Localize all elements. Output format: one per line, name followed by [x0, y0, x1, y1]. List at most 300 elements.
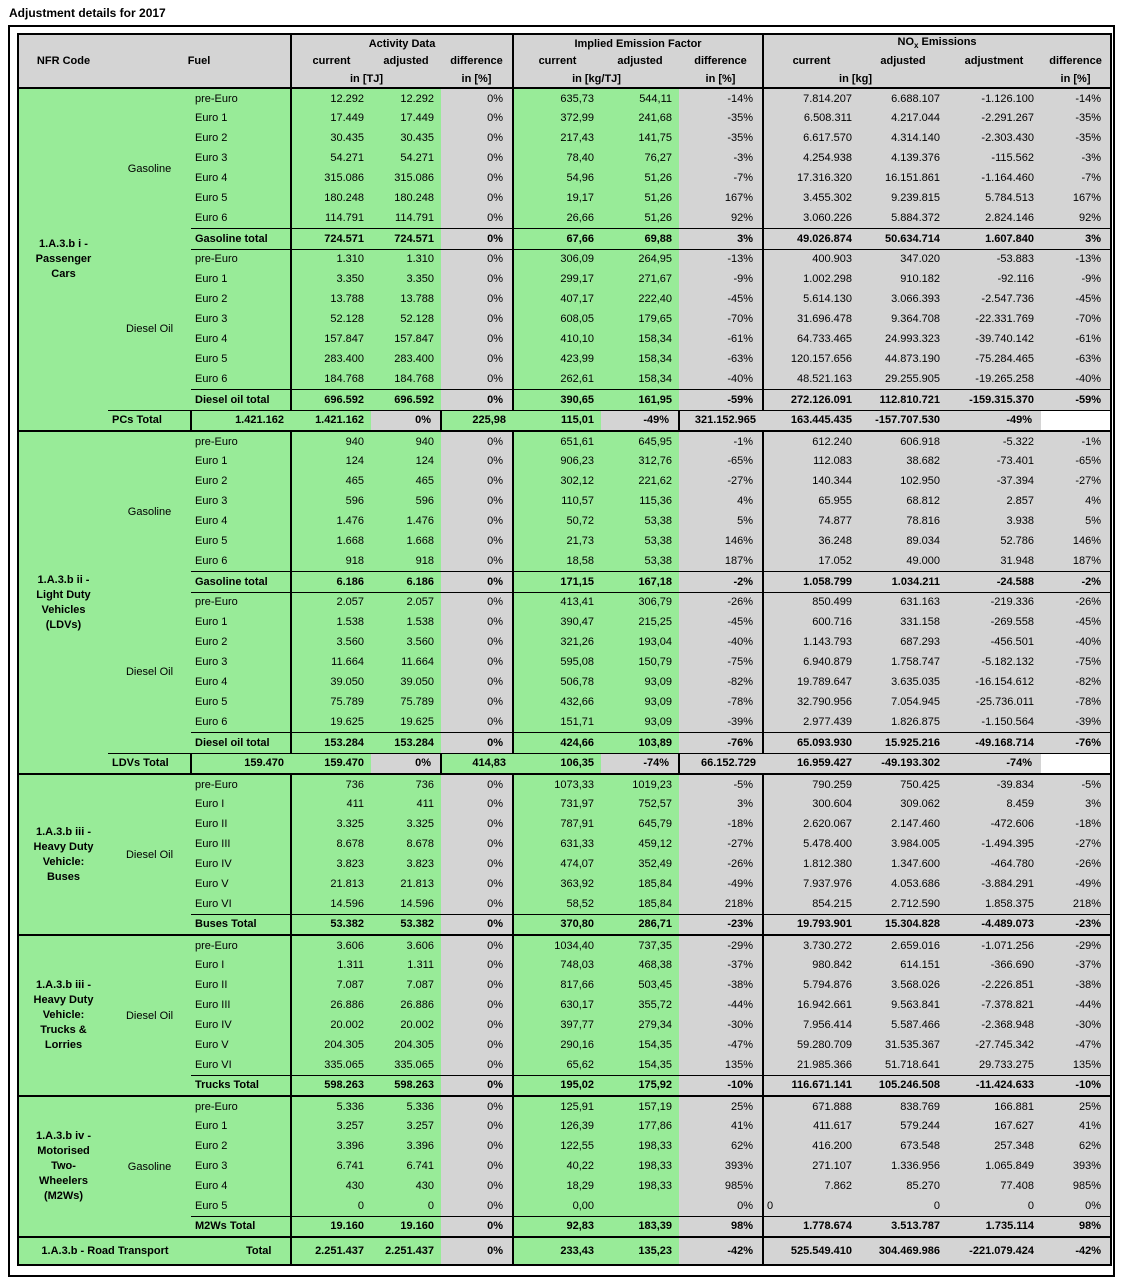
- activity-current-cell: 598.263: [291, 1075, 371, 1096]
- header-unit-diff: in [%]: [679, 70, 763, 88]
- nox-diff-cell: -29%: [1041, 935, 1111, 955]
- activity-current-cell: 736: [291, 774, 371, 794]
- ief-adjusted-cell: 154,35: [601, 1055, 679, 1075]
- nox-diff-cell: -27%: [1041, 834, 1111, 854]
- nox-adjusted-cell: 1.758.747: [859, 652, 947, 672]
- nox-current-cell: 400.903: [763, 249, 859, 269]
- fuel-cell: Diesel Oil: [108, 249, 191, 410]
- ief-current-cell: 595,08: [513, 652, 601, 672]
- row-label: Euro 1: [191, 269, 291, 289]
- nox-diff-cell: -26%: [1041, 592, 1111, 612]
- nox-adjusted-cell: 0: [859, 1196, 947, 1216]
- activity-adjusted-cell: 596: [371, 491, 441, 511]
- nox-current-cell: 600.716: [763, 612, 859, 632]
- ief-diff-cell: 5%: [679, 511, 763, 531]
- nox-diff-cell: 985%: [1041, 1176, 1111, 1196]
- nox-current-cell: 31.696.478: [763, 309, 859, 329]
- table-row: [18, 774, 1111, 794]
- activity-current-cell: 19.625: [291, 712, 371, 732]
- activity-current-cell: 596: [291, 491, 371, 511]
- activity-diff-cell: 0%: [441, 148, 513, 168]
- ief-adjusted-cell: 93,09: [601, 712, 679, 732]
- activity-adjusted-cell: 6.186: [371, 571, 441, 592]
- activity-diff-cell: 0%: [441, 511, 513, 531]
- activity-diff-cell: 0%: [371, 753, 441, 774]
- nox-adjustment-cell: -269.558: [947, 612, 1041, 632]
- activity-adjusted-cell: 1.421.162: [291, 410, 371, 431]
- nox-adjustment-cell: 1.858.375: [947, 894, 1041, 914]
- activity-adjusted-cell: 19.625: [371, 712, 441, 732]
- ief-current-cell: 731,97: [513, 794, 601, 814]
- nox-current-cell: 36.248: [763, 531, 859, 551]
- ief-adjusted-cell: 241,68: [601, 108, 679, 128]
- nox-adjusted-cell: 85.270: [859, 1176, 947, 1196]
- nox-current-cell: 416.200: [763, 1136, 859, 1156]
- ief-current-cell: 195,02: [513, 1075, 601, 1096]
- nox-current-cell: 854.215: [763, 894, 859, 914]
- nox-adjusted-cell: 304.469.986: [859, 1237, 947, 1265]
- activity-current-cell: 465: [291, 471, 371, 491]
- header-col-difference: difference: [679, 52, 763, 70]
- nfr-cell: [18, 1096, 108, 1237]
- header-unit-diff: in [%]: [1041, 70, 1111, 88]
- activity-current-cell: 3.396: [291, 1136, 371, 1156]
- fuel-cell: Gasoline: [108, 1096, 191, 1237]
- row-label: Euro II: [191, 814, 291, 834]
- activity-diff-cell: 0%: [441, 612, 513, 632]
- activity-current-cell: 75.789: [291, 692, 371, 712]
- ief-diff-cell: -38%: [679, 975, 763, 995]
- ief-diff-cell: -18%: [679, 814, 763, 834]
- ief-diff-cell: -10%: [679, 1075, 763, 1096]
- row-label: Euro III: [191, 834, 291, 854]
- activity-adjusted-cell: 159.470: [291, 753, 371, 774]
- ief-adjusted-cell: 53,38: [601, 551, 679, 571]
- nox-adjusted-cell: 163.445.435: [763, 410, 859, 431]
- ief-adjusted-cell: 167,18: [601, 571, 679, 592]
- nox-diff-cell: 41%: [1041, 1116, 1111, 1136]
- nox-current-cell: 116.671.141: [763, 1075, 859, 1096]
- activity-diff-cell: 0%: [441, 672, 513, 692]
- nox-adjusted-cell: 331.158: [859, 612, 947, 632]
- activity-adjusted-cell: 3.257: [371, 1116, 441, 1136]
- activity-adjusted-cell: 3.325: [371, 814, 441, 834]
- ief-diff-cell: -7%: [679, 168, 763, 188]
- nox-current-cell: 525.549.410: [763, 1237, 859, 1265]
- nox-adjustment-cell: -2.303.430: [947, 128, 1041, 148]
- row-label: Euro 2: [191, 471, 291, 491]
- nox-adjustment-cell: -24.588: [947, 571, 1041, 592]
- nox-current-cell: 2.620.067: [763, 814, 859, 834]
- ief-adjusted-cell: 544,11: [601, 88, 679, 108]
- ief-diff-cell: -65%: [679, 451, 763, 471]
- ief-current-cell: 21,73: [513, 531, 601, 551]
- activity-current-cell: 157.847: [291, 329, 371, 349]
- ief-adjusted-cell: 183,39: [601, 1216, 679, 1237]
- ief-adjusted-cell: 161,95: [601, 389, 679, 410]
- nox-adjustment-cell: -1.150.564: [947, 712, 1041, 732]
- ief-current-cell: 787,91: [513, 814, 601, 834]
- nox-diff-cell: -40%: [1041, 632, 1111, 652]
- nox-diff-cell: -9%: [1041, 269, 1111, 289]
- nox-adjustment-cell: -5.182.132: [947, 652, 1041, 672]
- ief-adjusted-cell: 103,89: [601, 732, 679, 753]
- ief-diff-cell: -74%: [601, 753, 679, 774]
- header-col-adjusted: adjusted: [371, 52, 441, 70]
- nox-adjustment-cell: 1.065.849: [947, 1156, 1041, 1176]
- activity-adjusted-cell: 19.160: [371, 1216, 441, 1237]
- nox-current-cell: 1.812.380: [763, 854, 859, 874]
- activity-diff-cell: 0%: [441, 1216, 513, 1237]
- nox-current-cell: 64.733.465: [763, 329, 859, 349]
- ief-current-cell: 18,29: [513, 1176, 601, 1196]
- nox-adjustment-cell: -472.606: [947, 814, 1041, 834]
- activity-adjusted-cell: 53.382: [371, 914, 441, 935]
- ief-diff-cell: -13%: [679, 249, 763, 269]
- nox-diff-cell: 167%: [1041, 188, 1111, 208]
- row-label: Euro 3: [191, 652, 291, 672]
- ief-diff-cell: -26%: [679, 854, 763, 874]
- nox-adjustment-cell: -53.883: [947, 249, 1041, 269]
- activity-diff-cell: 0%: [441, 431, 513, 451]
- ief-adjusted-cell: 737,35: [601, 935, 679, 955]
- nox-adjustment-cell: -2.226.851: [947, 975, 1041, 995]
- nfr-line: 1.A.3.b iii -: [35, 979, 91, 991]
- ief-current-cell: 906,23: [513, 451, 601, 471]
- total-row-label: Buses Total: [191, 914, 291, 935]
- activity-adjusted-cell: 14.596: [371, 894, 441, 914]
- activity-adjusted-cell: 1.476: [371, 511, 441, 531]
- activity-current-cell: 30.435: [291, 128, 371, 148]
- ief-adjusted-cell: 135,23: [601, 1237, 679, 1265]
- activity-current-cell: 52.128: [291, 309, 371, 329]
- nox-adjustment-cell: -75.284.465: [947, 349, 1041, 369]
- nox-diff-cell: 3%: [1041, 794, 1111, 814]
- ief-diff-cell: -61%: [679, 329, 763, 349]
- nox-diff-cell: 393%: [1041, 1156, 1111, 1176]
- ief-diff-cell: -82%: [679, 672, 763, 692]
- nfr-line: Vehicles: [41, 603, 86, 616]
- total-row-label: Diesel oil total: [191, 389, 291, 410]
- ief-adjusted-cell: 141,75: [601, 128, 679, 148]
- nox-current-cell: 7.956.414: [763, 1015, 859, 1035]
- activity-diff-cell: 0%: [441, 269, 513, 289]
- nox-adjusted-cell: 24.993.323: [859, 329, 947, 349]
- activity-diff-cell: 0%: [441, 894, 513, 914]
- ief-adjusted-cell: 468,38: [601, 955, 679, 975]
- ief-current-cell: 370,80: [513, 914, 601, 935]
- activity-diff-cell: 0%: [441, 834, 513, 854]
- activity-adjusted-cell: 124: [371, 451, 441, 471]
- activity-diff-cell: 0%: [441, 914, 513, 935]
- ief-adjusted-cell: 279,34: [601, 1015, 679, 1035]
- ief-diff-cell: 41%: [679, 1116, 763, 1136]
- nox-adjustment-cell: -1.071.256: [947, 935, 1041, 955]
- ief-diff-cell: 0%: [679, 1196, 763, 1216]
- ief-diff-cell: -70%: [679, 309, 763, 329]
- ief-diff-cell: -39%: [679, 712, 763, 732]
- activity-current-cell: 696.592: [291, 389, 371, 410]
- nox-adjusted-cell: 5.587.466: [859, 1015, 947, 1035]
- ief-current-cell: 262,61: [513, 369, 601, 389]
- nox-diff-cell: -10%: [1041, 1075, 1111, 1096]
- activity-diff-cell: 0%: [441, 471, 513, 491]
- activity-current-cell: 6.741: [291, 1156, 371, 1176]
- ief-diff-cell: 393%: [679, 1156, 763, 1176]
- nox-current-cell: 5.614.130: [763, 289, 859, 309]
- activity-adjusted-cell: 26.886: [371, 995, 441, 1015]
- ief-current-cell: 390,47: [513, 612, 601, 632]
- nox-adjustment-cell: -22.331.769: [947, 309, 1041, 329]
- nox-diff-cell: -59%: [1041, 389, 1111, 410]
- nox-current-cell: 65.955: [763, 491, 859, 511]
- activity-adjusted-cell: 1.668: [371, 531, 441, 551]
- nox-diff-cell: -42%: [1041, 1237, 1111, 1265]
- activity-diff-cell: 0%: [441, 329, 513, 349]
- ief-diff-cell: -2%: [679, 571, 763, 592]
- header-fuel: Fuel: [108, 34, 291, 88]
- ief-adjusted-cell: 106,35: [513, 753, 601, 774]
- nox-diff-cell: -38%: [1041, 975, 1111, 995]
- fuel-cell: Gasoline: [108, 88, 191, 249]
- activity-adjusted-cell: 153.284: [371, 732, 441, 753]
- row-label: Euro 2: [191, 289, 291, 309]
- ief-adjusted-cell: 286,71: [601, 914, 679, 935]
- nox-current-cell: 271.107: [763, 1156, 859, 1176]
- nox-current-cell: 3.730.272: [763, 935, 859, 955]
- nox-adjustment-cell: 257.348: [947, 1136, 1041, 1156]
- ief-current-cell: 363,92: [513, 874, 601, 894]
- activity-current-cell: 21.813: [291, 874, 371, 894]
- activity-adjusted-cell: 283.400: [371, 349, 441, 369]
- activity-adjusted-cell: 2.057: [371, 592, 441, 612]
- activity-current-cell: 14.596: [291, 894, 371, 914]
- ief-current-cell: 372,99: [513, 108, 601, 128]
- ief-adjusted-cell: 459,12: [601, 834, 679, 854]
- ief-diff-cell: -35%: [679, 108, 763, 128]
- row-label: pre-Euro: [191, 88, 291, 108]
- nox-current-cell: 1.143.793: [763, 632, 859, 652]
- nox-adjusted-cell: 910.182: [859, 269, 947, 289]
- nox-adjustment-cell: 0: [947, 1196, 1041, 1216]
- table-frame: [8, 25, 1115, 1277]
- activity-diff-cell: 0%: [441, 814, 513, 834]
- header-unit-value: in [kg]: [763, 70, 947, 88]
- ief-diff-cell: 218%: [679, 894, 763, 914]
- ief-current-cell: 92,83: [513, 1216, 601, 1237]
- nox-adjusted-cell: 1.347.600: [859, 854, 947, 874]
- ief-diff-cell: -30%: [679, 1015, 763, 1035]
- ief-adjusted-cell: 752,57: [601, 794, 679, 814]
- activity-current-cell: 5.336: [291, 1096, 371, 1116]
- nox-current-cell: 671.888: [763, 1096, 859, 1116]
- ief-diff-cell: -27%: [679, 834, 763, 854]
- nox-current-cell: 850.499: [763, 592, 859, 612]
- nox-adjusted-cell: 105.246.508: [859, 1075, 947, 1096]
- ief-adjusted-cell: 158,34: [601, 329, 679, 349]
- nox-current-cell: 66.152.729: [679, 753, 763, 774]
- row-label: Euro 4: [191, 329, 291, 349]
- activity-current-cell: 3.257: [291, 1116, 371, 1136]
- nox-adjusted-cell: 31.535.367: [859, 1035, 947, 1055]
- activity-current-cell: 940: [291, 431, 371, 451]
- nox-adjusted-cell: 4.139.376: [859, 148, 947, 168]
- nox-adjusted-cell: 4.053.686: [859, 874, 947, 894]
- total-row-label: Diesel oil total: [191, 732, 291, 753]
- nox-adjustment-cell: -1.494.395: [947, 834, 1041, 854]
- activity-diff-cell: 0%: [441, 794, 513, 814]
- nox-adjusted-cell: 614.151: [859, 955, 947, 975]
- activity-diff-cell: 0%: [441, 935, 513, 955]
- row-label: Euro V: [191, 1035, 291, 1055]
- activity-adjusted-cell: 3.350: [371, 269, 441, 289]
- nox-diff-cell: -70%: [1041, 309, 1111, 329]
- header-col-adjusted: adjusted: [601, 52, 679, 70]
- nox-adjustment-cell: -37.394: [947, 471, 1041, 491]
- activity-current-cell: 283.400: [291, 349, 371, 369]
- nox-current-cell: 16.942.661: [763, 995, 859, 1015]
- header-group-nox-emissions: $NO_x$ Emissions: [763, 34, 1111, 52]
- row-label: pre-Euro: [191, 431, 291, 451]
- activity-current-cell: 1.538: [291, 612, 371, 632]
- nox-adjusted-cell: 15.925.216: [859, 732, 947, 753]
- activity-diff-cell: 0%: [441, 349, 513, 369]
- nox-adjustment-cell: -157.707.530: [859, 410, 947, 431]
- ief-diff-cell: -59%: [679, 389, 763, 410]
- ief-adjusted-cell: 215,25: [601, 612, 679, 632]
- ief-current-cell: 390,65: [513, 389, 601, 410]
- activity-adjusted-cell: 724.571: [371, 228, 441, 249]
- activity-adjusted-cell: 114.791: [371, 208, 441, 228]
- nox-adjustment-cell: -221.079.424: [947, 1237, 1041, 1265]
- nox-adjusted-cell: 7.054.945: [859, 692, 947, 712]
- ief-adjusted-cell: 179,65: [601, 309, 679, 329]
- nox-adjusted-cell: 1.034.211: [859, 571, 947, 592]
- section-total-row: [18, 410, 1111, 431]
- table-body: [18, 88, 1111, 1265]
- row-label: Euro 1: [191, 612, 291, 632]
- activity-adjusted-cell: 335.065: [371, 1055, 441, 1075]
- activity-current-cell: 3.606: [291, 935, 371, 955]
- nox-current-cell: 3.060.226: [763, 208, 859, 228]
- ief-diff-cell: -63%: [679, 349, 763, 369]
- nox-adjustment-cell: -115.562: [947, 148, 1041, 168]
- nox-current-cell: 2.977.439: [763, 712, 859, 732]
- activity-adjusted-cell: 6.741: [371, 1156, 441, 1176]
- header-nfr-code: NFR Code: [18, 34, 108, 88]
- nox-adjustment-cell: 31.948: [947, 551, 1041, 571]
- row-label: Euro 2: [191, 128, 291, 148]
- ief-current-cell: 424,66: [513, 732, 601, 753]
- activity-current-cell: 1.421.162: [191, 410, 291, 431]
- nox-diff-cell: -44%: [1041, 995, 1111, 1015]
- activity-adjusted-cell: 204.305: [371, 1035, 441, 1055]
- nox-adjustment-cell: 1.735.114: [947, 1216, 1041, 1237]
- ief-current-cell: 290,16: [513, 1035, 601, 1055]
- ief-diff-cell: 62%: [679, 1136, 763, 1156]
- ief-current-cell: 40,22: [513, 1156, 601, 1176]
- nox-adjustment-cell: 2.824.146: [947, 208, 1041, 228]
- activity-current-cell: 1.668: [291, 531, 371, 551]
- activity-adjusted-cell: 465: [371, 471, 441, 491]
- activity-adjusted-cell: 1.310: [371, 249, 441, 269]
- activity-diff-cell: 0%: [441, 571, 513, 592]
- nox-adjusted-cell: 29.255.905: [859, 369, 947, 389]
- nox-diff-cell: -76%: [1041, 732, 1111, 753]
- nox-current-cell: 21.985.366: [763, 1055, 859, 1075]
- ief-current-cell: 18,58: [513, 551, 601, 571]
- nox-current-cell: 321.152.965: [679, 410, 763, 431]
- nox-adjustment-cell: 1.607.840: [947, 228, 1041, 249]
- table-row: [18, 88, 1111, 108]
- nox-current-cell: 3.455.302: [763, 188, 859, 208]
- nox-diff-cell: -74%: [947, 753, 1041, 774]
- row-label: Euro II: [191, 975, 291, 995]
- activity-current-cell: 13.788: [291, 289, 371, 309]
- nox-current-cell: 48.521.163: [763, 369, 859, 389]
- nox-adjusted-cell: 89.034: [859, 531, 947, 551]
- nfr-cell: [18, 88, 108, 431]
- ief-current-cell: 225,98: [441, 410, 513, 431]
- activity-current-cell: 17.449: [291, 108, 371, 128]
- activity-diff-cell: 0%: [441, 774, 513, 794]
- row-label: Euro 6: [191, 712, 291, 732]
- activity-diff-cell: 0%: [441, 692, 513, 712]
- nox-current-cell: 140.344: [763, 471, 859, 491]
- activity-diff-cell: 0%: [441, 108, 513, 128]
- nox-adjusted-cell: 9.563.841: [859, 995, 947, 1015]
- nox-adjustment-cell: 167.627: [947, 1116, 1041, 1136]
- activity-diff-cell: 0%: [441, 1176, 513, 1196]
- nox-diff-cell: -47%: [1041, 1035, 1111, 1055]
- ief-current-cell: 397,77: [513, 1015, 601, 1035]
- ief-adjusted-cell: 53,38: [601, 531, 679, 551]
- ief-diff-cell: 3%: [679, 794, 763, 814]
- activity-adjusted-cell: 2.251.437: [371, 1237, 441, 1265]
- activity-current-cell: 2.057: [291, 592, 371, 612]
- activity-current-cell: 335.065: [291, 1055, 371, 1075]
- nfr-line: 1.A.3.b i -: [39, 238, 88, 250]
- ief-current-cell: 423,99: [513, 349, 601, 369]
- ief-diff-cell: -40%: [679, 369, 763, 389]
- ief-diff-cell: -49%: [679, 874, 763, 894]
- ief-current-cell: 817,66: [513, 975, 601, 995]
- nox-current-cell: 17.052: [763, 551, 859, 571]
- nox-diff-cell: -35%: [1041, 108, 1111, 128]
- ief-current-cell: 748,03: [513, 955, 601, 975]
- nox-adjusted-cell: 4.314.140: [859, 128, 947, 148]
- activity-diff-cell: 0%: [441, 854, 513, 874]
- nox-diff-cell: -49%: [1041, 874, 1111, 894]
- total-row-label: Gasoline total: [191, 571, 291, 592]
- ief-current-cell: 122,55: [513, 1136, 601, 1156]
- nox-diff-cell: -14%: [1041, 88, 1111, 108]
- nox-adjustment-cell: 3.938: [947, 511, 1041, 531]
- ief-adjusted-cell: 185,84: [601, 894, 679, 914]
- nfr-line: 1.A.3.b iii -: [35, 825, 91, 838]
- ief-current-cell: 410,10: [513, 329, 601, 349]
- nox-diff-cell: 3%: [1041, 228, 1111, 249]
- activity-adjusted-cell: 17.449: [371, 108, 441, 128]
- activity-current-cell: 124: [291, 451, 371, 471]
- activity-diff-cell: 0%: [441, 1136, 513, 1156]
- nox-adjusted-cell: 3.066.393: [859, 289, 947, 309]
- activity-adjusted-cell: 3.606: [371, 935, 441, 955]
- ief-current-cell: 58,52: [513, 894, 601, 914]
- activity-diff-cell: 0%: [441, 955, 513, 975]
- ief-adjusted-cell: 93,09: [601, 692, 679, 712]
- row-label: pre-Euro: [191, 249, 291, 269]
